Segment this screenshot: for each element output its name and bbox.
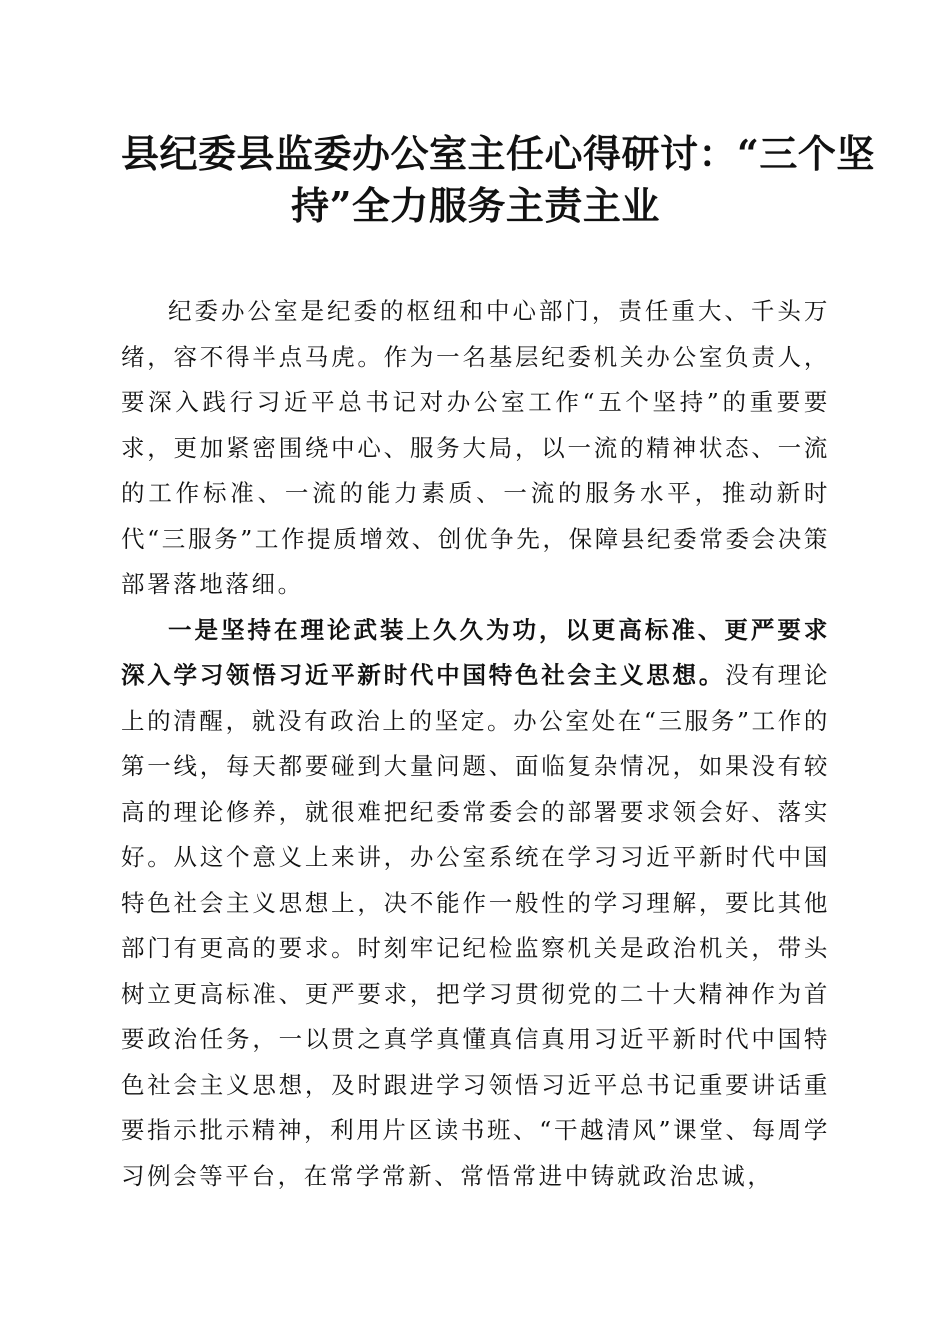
document-body bbox=[121, 289, 830, 1199]
document-title bbox=[121, 128, 875, 232]
paragraph-2-text: 没有理论上的清醒，就没有政治上的坚定。办公室处在“三服务”工作的第一线，每天都要碰到大量问题、面临复杂情况，如果没有较高的理论修养，就很难把纪委常委会的部署要求领会好、落实好。从这个意义上来讲，办公室系统在学习习近平新时代中国特色社会主义思想上，决不能作一般性的学习理解，要比其他部门有更高的要求。时刻牢记纪检监察机关是政治机关，带头树立更高标准、更严要求，把学习贯彻党的二十大精神作为首要政治任务，一以贯之真学真懂真信真用习近平新时代中国特色社会主义思想，及时跟进学习领悟习近平总书记重要讲话重要指示批示精神，利用片区读书班、“干越清风”课堂、每周学习例会等平台，在常学常新、常悟常进中铸就政治忠诚， bbox=[121, 661, 830, 1190]
title-line-1: 县纪委县监委办公室主任心得研讨：“三个坚 bbox=[121, 131, 875, 176]
title-line-2: 持”全力服务主责主业 bbox=[291, 183, 660, 228]
paragraph-1-text: 纪委办公室是纪委的枢纽和中心部门，责任重大、千头万绪，容不得半点马虎。作为一名基层纪委机关办公室负责人，要深入践行习近平总书记对办公室工作“五个坚持”的重要要求，更加紧密围绕中心、服务大局，以一流的精神状态、一流的工作标准、一流的能力素质、一流的服务水平，推动新时代“三服务”工作提质增效、创优争先，保障县纪委常委会决策部署落地落细。 bbox=[121, 297, 830, 598]
paragraph-1 bbox=[121, 289, 830, 608]
paragraph-2-lead: 一是坚持在理论武装上久久为功，以更高标准、更严要求深入学习领悟习近平新时代中国特色社会主义思想。 bbox=[121, 615, 830, 689]
paragraph-2 bbox=[121, 608, 830, 1200]
